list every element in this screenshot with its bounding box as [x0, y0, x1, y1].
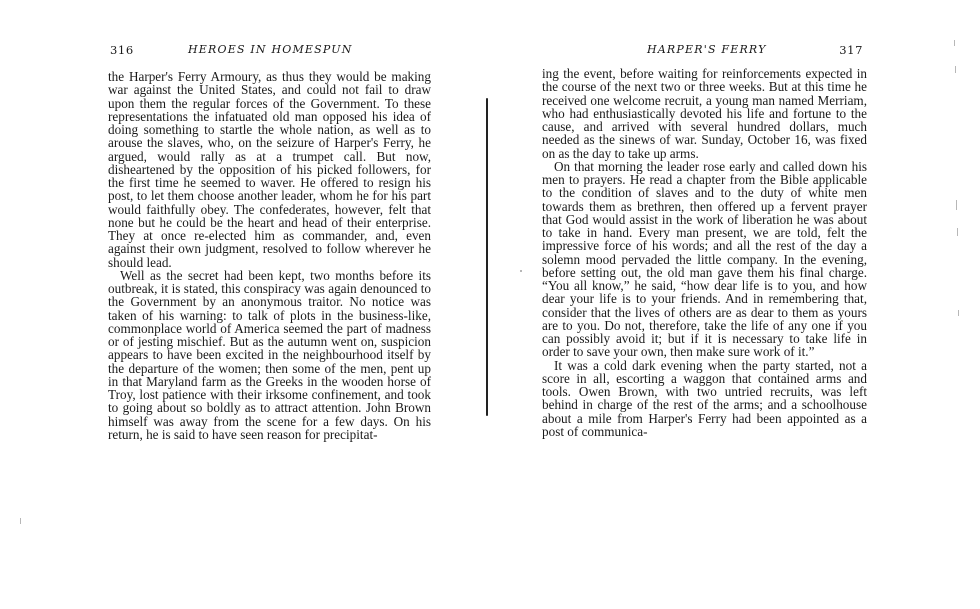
right-page-body [542, 67, 867, 438]
scan-speck [955, 66, 956, 73]
scan-speck [958, 310, 959, 316]
left-page-body [108, 70, 431, 441]
left-page [108, 0, 431, 609]
right-paragraph-2: On that morning the leader rose early and called down his men to prayers. He read a chapter from the Bible applicable to the condition of slaves and to the duty of white men towards them as brethren, then offered up a fervent prayer that God would assist in the work of liberation he was about to take in hand. Every man present, we are told, felt the impressive force of his words; and all the rest of the day a solemn mood pervaded the little company. In the evening, before setting out, the old man gave them his final charge. “You all know,” he said, “how dear life is to you, and how dear your life is to your friends. And in remembering that, consider that the lives of others are as dear to them as yours are to you. Do not, therefore, take the life of any one if you can possibly avoid it; but if it is necessary to take life in order to save your own, then make sure work of it.” [542, 158, 867, 360]
left-paragraph-2: Well as the secret had been kept, two months before its outbreak, it is stated, this conspiracy was again denounced to the Government by an anonymous traitor. No notice was taken of his warning: to talk of plots in the business-like, commonplace world of America seemed the part of madness or of jesting mischief. But as the autumn went on, suspicion appears to have been excited in the neighbourhood itself by the departure of the women; then some of the men, pent up in that Maryland farm as the Greeks in the wooden horse of Troy, lost patience with their irksome confinement, and took to going about so boldly as to attract attention. John Brown himself was away from the scene for a few days. On his return, he is said to have seen reason for precipitat- [108, 267, 431, 442]
gutter-binding-line [486, 98, 488, 416]
left-paragraph-1: the Harper's Ferry Armoury, as thus they would be making war against the United States, and could not fail to draw upon them the regular forces of the Government. To these representations the infatuated old man opposed his idea of doing something to startle the whole nation, as well as to arouse the slaves, who, on the seizure of Harper's Ferry, he argued, would rally as at a trumpet call. But now, disheartened by the opposition of his picked followers, for the first time he seemed to waver. He offered to resign his post, to let them choose another leader, whom he for his part would faithfully obey. The confederates, however, felt that none but he could be the heart and head of their enterprise. They at once re-elected him as commander, and, even against their own judgment, resolved to follow wherever he should lead. [108, 69, 431, 270]
scan-speck [20, 518, 21, 524]
left-page-number: 316 [110, 43, 134, 57]
left-running-title: HEROES IN HOMESPUN [188, 43, 353, 56]
scan-speck [956, 200, 957, 210]
scan-speck [520, 270, 522, 272]
right-page-number: 317 [839, 43, 863, 57]
scan-speck [954, 40, 955, 46]
right-paragraph-1: ing the event, before waiting for reinforcements expected in the course of the next two or three weeks. But at this time he received one welcome recruit, a young man named Merriam, who had enthusiastically devoted his life and fortune to the cause, and arrived with several hundred dollars, much needed as the sinews of war. Sunday, October 16, was fixed on as the day to take up arms. [542, 66, 867, 161]
right-running-title: HARPER'S FERRY [647, 43, 767, 56]
right-paragraph-3: It was a cold dark evening when the party started, not a score in all, escorting a waggon that contained arms and tools. Owen Brown, with two untried recruits, was left behind in charge of the rest of the arms; and a schoolhouse about a mile from Harper's Ferry had been appointed as a post of communica- [542, 357, 867, 439]
scan-speck [957, 228, 958, 236]
right-page [542, 0, 867, 609]
